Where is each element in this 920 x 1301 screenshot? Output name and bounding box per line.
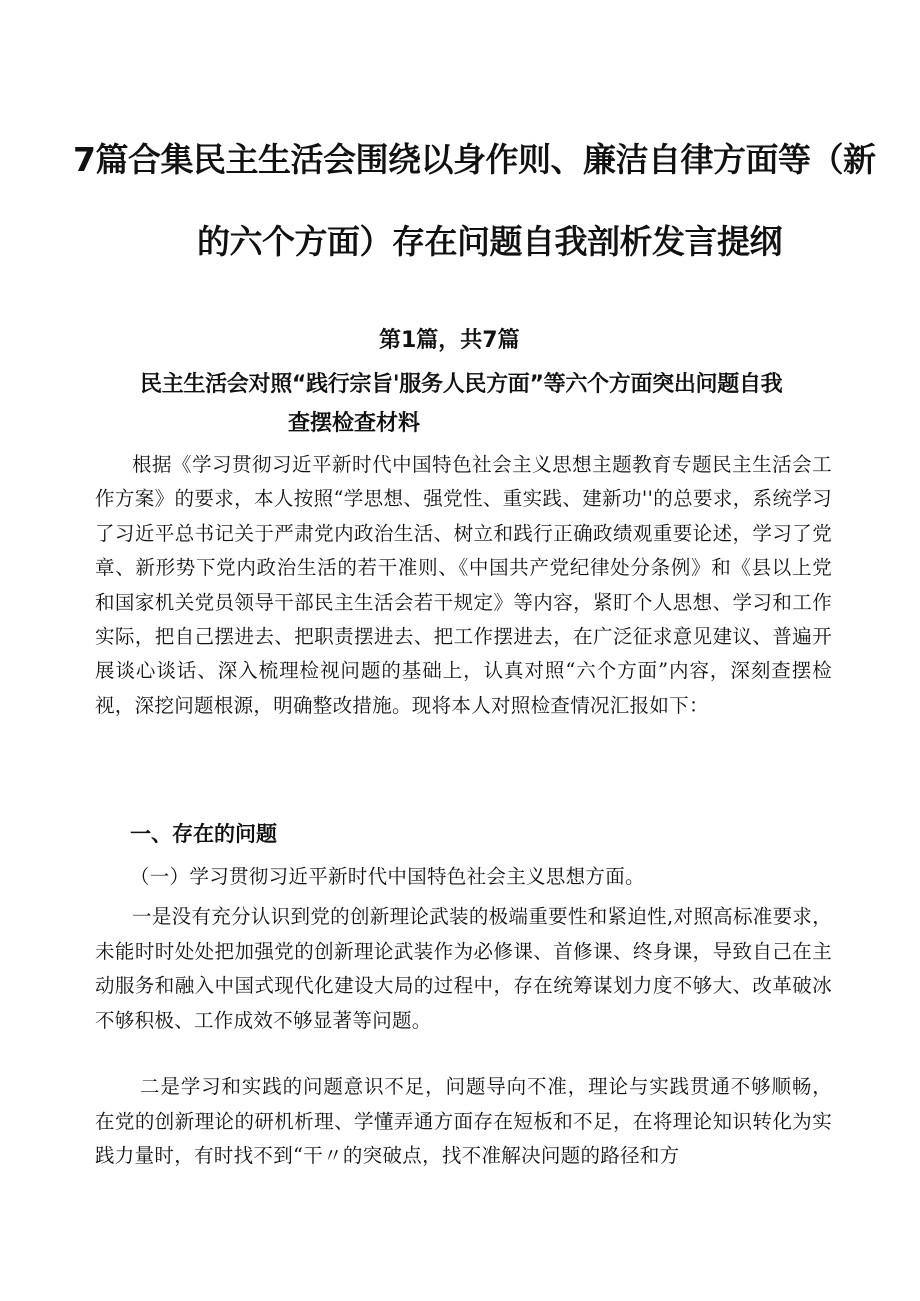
main-title-line-2: 的六个方面）存在问题自我剖析发言提纲 xyxy=(197,222,782,261)
main-title-line-1: 7篇合集民主生活会围绕以身作则、廉洁自律方面等（新 xyxy=(73,140,876,179)
document-title-line-1: 民主生活会对照“践行宗旨'服务人民方面”等六个方面突出问题自我 xyxy=(140,372,783,397)
paragraph-point-two: 二是学习和实践的问题意识不足，问题导向不准，理论与实践贯通不够顺畅，在党的创新理论的研机析理、学懂弄通方面存在短板和不足，在将理论知识转化为实践力量时，有时找不到“干〃的突破点，找不准解决问题的路径和方 xyxy=(95,1075,832,1168)
document-title-line-2: 查摆检查材料 xyxy=(288,411,421,436)
paragraph-point-one: 一是没有充分认识到党的创新理论武装的极端重要性和紧迫性,对照高标准要求，未能时时处处把加强党的创新理论武装作为必修课、首修课、终身课，导致自己在主动服务和融入中国式现代化建设大局的过程中，存在统筹谋划力度不够大、改革破冰不够积极、工作成效不够显著等问题。 xyxy=(95,905,832,1032)
section-heading: 一、存在的问题 xyxy=(130,822,277,846)
subsection-heading: （一）学习贯彻习近平新时代中国特色社会主义思想方面。 xyxy=(130,865,645,888)
part-label: 第1篇，共7篇 xyxy=(379,328,520,353)
intro-paragraph: 根据《学习贯彻习近平新时代中国特色社会主义思想主题教育专题民主生活会工作方案》的要求，本人按照“学思想、强党性、重实践、建新功''的总要求，系统学习了习近平总书记关于严肃党内政治生活、树立和践行正确政绩观重要论述，学习了党章、新形势下党内政治生活的若干准则、《中国共产党纪律处分条例》和《县以上党和国家机关党员领导干部民主生活会若干规定》等内容，紧盯个人思想、学习和工作实际，把自己摆进去、把职责摆进去、把工作摆进去，在广泛征求意见建议、普遍开展谈心谈话、深入梳理检视问题的基础上，认真对照“六个方面”内容，深刻查摆检视，深挖问题根源，明确整改措施。现将本人对照检查情况汇报如下： xyxy=(95,453,832,717)
